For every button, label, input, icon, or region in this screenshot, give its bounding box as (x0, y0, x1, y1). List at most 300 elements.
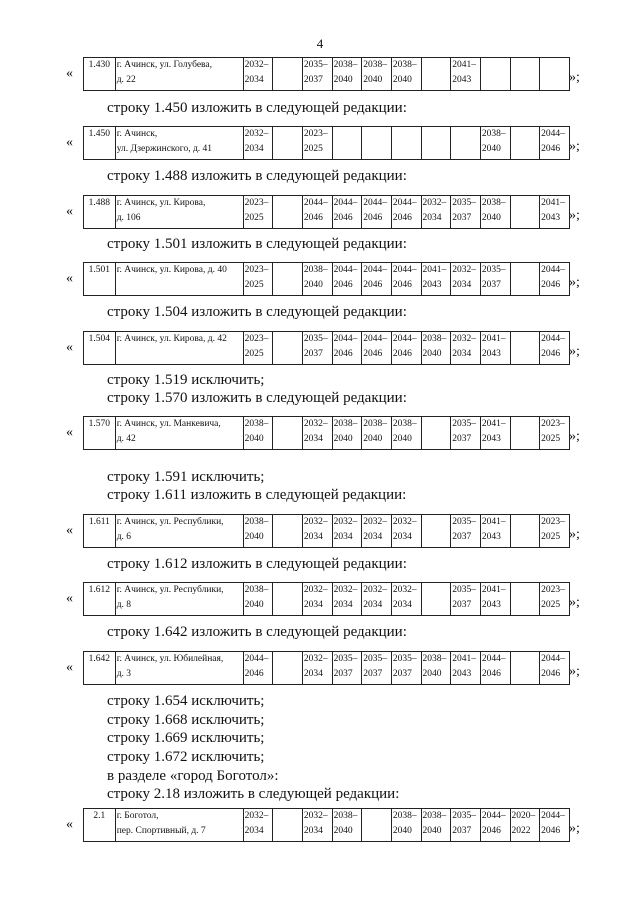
year-cell (273, 196, 303, 229)
instruction-line: строку 1.611 изложить в следующей редакции: (107, 487, 407, 503)
year-cell (273, 809, 303, 842)
year-cell (480, 417, 510, 450)
address-line-2: д. 8 (116, 600, 132, 610)
year-cell (243, 263, 273, 296)
quote-close: »; (569, 429, 580, 444)
quote-open: « (66, 66, 73, 81)
instruction-line: строку 1.519 исключить; (107, 372, 265, 388)
year-cell (480, 652, 510, 685)
table-row (83, 808, 570, 842)
year-cell (243, 515, 273, 548)
year-start: 2032– (392, 517, 417, 527)
year-cell (510, 515, 540, 548)
table-row (83, 195, 570, 229)
year-end: 2034 (303, 826, 323, 836)
year-end: 2040 (392, 826, 412, 836)
year-start: 2044– (541, 265, 565, 275)
year-start: 2038– (244, 517, 269, 527)
year-start: 2041– (541, 198, 565, 208)
year-cell (480, 58, 510, 91)
year-start: 2032– (244, 811, 269, 821)
year-end: 2040 (244, 600, 264, 610)
year-start: 2044– (392, 265, 417, 275)
year-start: 2035– (303, 334, 328, 344)
year-end: 2046 (333, 280, 353, 290)
year-cell (302, 332, 332, 365)
year-start: 2038– (422, 334, 447, 344)
year-end: 2034 (392, 600, 412, 610)
year-cell (302, 652, 332, 685)
quote-close: »; (569, 595, 580, 610)
year-start: 2035– (481, 265, 506, 275)
year-start: 2041– (481, 517, 506, 527)
year-cell (510, 58, 540, 91)
quote-close: »; (569, 344, 580, 359)
year-cell (540, 332, 570, 365)
year-cell (480, 809, 510, 842)
year-start: 2032– (303, 811, 328, 821)
year-cell (510, 127, 540, 160)
year-cell (332, 58, 362, 91)
year-start: 2044– (363, 265, 387, 275)
year-start: 2032– (422, 198, 447, 208)
year-end: 2025 (244, 349, 264, 359)
instruction-line: строку 1.591 исключить; (107, 469, 265, 485)
year-start: 2044– (392, 334, 417, 344)
year-cell (362, 332, 392, 365)
year-end: 2040 (392, 434, 412, 444)
quote-open: « (66, 204, 73, 219)
year-end: 2034 (422, 213, 442, 223)
year-start: 2038– (333, 60, 358, 70)
year-cell (480, 583, 510, 616)
instruction-line: строку 1.450 изложить в следующей редакции: (107, 100, 407, 116)
year-cell (243, 417, 273, 450)
year-cell (332, 809, 362, 842)
table-row-cells (84, 652, 570, 685)
year-cell (391, 263, 421, 296)
year-end: 2037 (392, 669, 412, 679)
year-cell (451, 127, 481, 160)
quote-close: »; (569, 664, 580, 679)
year-cell (391, 417, 421, 450)
address-line-1: г. Ачинск, ул. Манкевича, (116, 419, 221, 429)
year-end: 2034 (303, 669, 323, 679)
year-start: 2044– (481, 654, 506, 664)
year-cell (510, 583, 540, 616)
instruction-line: строку 1.570 изложить в следующей редакции: (107, 390, 407, 406)
year-end: 2040 (244, 434, 264, 444)
year-end: 2043 (481, 532, 501, 542)
year-cell (451, 263, 481, 296)
year-cell (421, 263, 451, 296)
table-row (83, 57, 570, 91)
year-start: 2023– (303, 129, 328, 139)
year-cell (510, 417, 540, 450)
year-cell (480, 515, 510, 548)
address-line-1: г. Ачинск, ул. Республики, (116, 517, 224, 527)
year-cell (332, 332, 362, 365)
year-end: 2034 (303, 434, 323, 444)
table-row-cells (84, 417, 570, 450)
year-start: 2041– (481, 334, 506, 344)
year-cell (421, 417, 451, 450)
year-start: 2035– (333, 654, 358, 664)
year-end: 2040 (303, 280, 323, 290)
year-cell (302, 127, 332, 160)
table-row-cells (84, 127, 570, 160)
year-start: 2038– (392, 60, 417, 70)
row-number: 1.612 (88, 585, 111, 595)
address-line-1: г. Ачинск, ул. Республики, (116, 585, 224, 595)
year-end: 2037 (452, 600, 472, 610)
year-start: 2041– (422, 265, 447, 275)
year-cell (510, 652, 540, 685)
address-line-2: д. 22 (116, 75, 136, 85)
year-end: 2034 (333, 600, 353, 610)
year-start: 2020– (511, 811, 536, 821)
year-cell (391, 515, 421, 548)
quote-open: « (66, 271, 73, 286)
address-cell (115, 515, 243, 548)
year-start: 2032– (363, 585, 387, 595)
year-start: 2044– (363, 334, 387, 344)
year-end: 2037 (452, 434, 472, 444)
year-start: 2032– (303, 585, 328, 595)
quote-open: « (66, 425, 73, 440)
table-row-block (0, 126, 640, 160)
address-line-1: г. Ачинск, ул. Кирова, (116, 198, 206, 208)
year-end: 2034 (363, 532, 383, 542)
year-start: 2023– (541, 585, 565, 595)
year-cell (362, 583, 392, 616)
year-cell (243, 58, 273, 91)
year-end: 2040 (333, 434, 353, 444)
year-start: 2032– (333, 517, 358, 527)
row-number-cell (84, 809, 116, 842)
year-end: 2046 (363, 280, 383, 290)
year-end: 2046 (392, 280, 412, 290)
address-cell (115, 417, 243, 450)
year-start: 2038– (422, 654, 447, 664)
row-number: 1.570 (88, 419, 111, 429)
year-end: 2025 (541, 532, 561, 542)
address-cell (115, 127, 243, 160)
year-cell (391, 583, 421, 616)
year-start: 2038– (363, 419, 387, 429)
instruction-line: строку 1.672 исключить; (107, 749, 265, 765)
row-number-cell (84, 515, 116, 548)
year-start: 2044– (333, 265, 358, 275)
year-cell (302, 58, 332, 91)
table-row-cells (84, 263, 570, 296)
year-start: 2032– (452, 265, 476, 275)
year-start: 2035– (363, 654, 387, 664)
year-cell (391, 809, 421, 842)
row-number: 1.611 (88, 517, 110, 527)
year-end: 2046 (481, 669, 501, 679)
year-cell (332, 652, 362, 685)
year-end: 2043 (481, 349, 501, 359)
year-end: 2034 (452, 280, 472, 290)
table-row-block (0, 582, 640, 616)
year-cell (540, 652, 570, 685)
year-start: 2032– (244, 129, 269, 139)
year-start: 2035– (452, 585, 476, 595)
year-start: 2032– (303, 517, 328, 527)
year-cell (540, 583, 570, 616)
row-number: 1.504 (88, 334, 111, 344)
quote-close: »; (569, 139, 580, 154)
address-line-2: д. 42 (116, 434, 136, 444)
year-end: 2037 (303, 349, 323, 359)
year-cell (302, 515, 332, 548)
year-end: 2040 (392, 75, 412, 85)
year-start: 2038– (392, 419, 417, 429)
year-cell (302, 196, 332, 229)
year-cell (302, 809, 332, 842)
year-start: 2023– (244, 265, 269, 275)
year-end: 2040 (333, 826, 353, 836)
year-end: 2034 (333, 532, 353, 542)
year-cell (332, 196, 362, 229)
year-start: 2035– (303, 60, 328, 70)
year-cell (480, 263, 510, 296)
year-cell (362, 263, 392, 296)
year-end: 2046 (392, 349, 412, 359)
year-end: 2046 (303, 213, 323, 223)
year-end: 2040 (363, 75, 383, 85)
year-start: 2035– (452, 419, 476, 429)
year-cell (302, 583, 332, 616)
year-end: 2046 (363, 213, 383, 223)
quote-open: « (66, 523, 73, 538)
instruction-line: в разделе «город Боготол»: (107, 768, 279, 784)
year-end: 2046 (333, 349, 353, 359)
page-number: 4 (316, 36, 324, 51)
year-cell (510, 332, 540, 365)
row-number-cell (84, 583, 116, 616)
year-cell (451, 417, 481, 450)
year-end: 2037 (452, 532, 472, 542)
year-cell (421, 583, 451, 616)
year-end: 2043 (481, 434, 501, 444)
table-row (83, 514, 570, 548)
year-cell (243, 127, 273, 160)
year-start: 2032– (303, 419, 328, 429)
year-cell (421, 652, 451, 685)
year-end: 2037 (452, 213, 472, 223)
year-end: 2037 (452, 826, 472, 836)
year-end: 2025 (244, 280, 264, 290)
address-cell (115, 58, 243, 91)
table-row (83, 651, 570, 685)
year-cell (391, 58, 421, 91)
year-cell (540, 263, 570, 296)
year-start: 2035– (452, 198, 476, 208)
quote-close: »; (569, 527, 580, 542)
year-end: 2043 (541, 213, 561, 223)
row-number-cell (84, 652, 116, 685)
year-end: 2046 (541, 280, 561, 290)
address-cell (115, 332, 243, 365)
year-start: 2032– (392, 585, 417, 595)
row-number: 1.450 (88, 129, 111, 139)
address-cell (115, 652, 243, 685)
row-number: 1.488 (88, 198, 111, 208)
year-end: 2046 (541, 669, 561, 679)
year-cell (302, 263, 332, 296)
year-end: 2040 (244, 532, 264, 542)
year-cell (421, 809, 451, 842)
address-line-1: г. Ачинск, ул. Голубева, (116, 60, 213, 70)
year-end: 2034 (452, 349, 472, 359)
table-row (83, 331, 570, 365)
year-cell (302, 417, 332, 450)
year-start: 2044– (363, 198, 387, 208)
instruction-line: строку 1.642 изложить в следующей редакции: (107, 624, 407, 640)
year-start: 2035– (452, 517, 476, 527)
year-cell (451, 809, 481, 842)
year-cell (332, 515, 362, 548)
year-cell (480, 196, 510, 229)
year-end: 2040 (422, 826, 442, 836)
year-cell (362, 515, 392, 548)
table-row-block (0, 514, 640, 548)
year-cell (273, 263, 303, 296)
year-cell (362, 417, 392, 450)
year-cell (540, 196, 570, 229)
year-start: 2041– (481, 585, 506, 595)
year-end: 2043 (481, 600, 501, 610)
year-start: 2041– (452, 654, 476, 664)
year-start: 2032– (452, 334, 476, 344)
row-number-cell (84, 417, 116, 450)
address-cell (115, 583, 243, 616)
address-cell (115, 196, 243, 229)
year-start: 2041– (452, 60, 476, 70)
table-row-cells (84, 196, 570, 229)
quote-open: « (66, 340, 73, 355)
year-start: 2044– (333, 334, 358, 344)
row-number-cell (84, 127, 116, 160)
year-cell (421, 58, 451, 91)
year-cell (540, 809, 570, 842)
year-cell (243, 652, 273, 685)
year-cell (362, 809, 392, 842)
address-line-2: д. 106 (116, 213, 141, 223)
year-start: 2032– (333, 585, 358, 595)
year-end: 2034 (244, 826, 264, 836)
year-cell (273, 417, 303, 450)
instruction-line: строку 1.488 изложить в следующей редакции: (107, 168, 407, 184)
address-line-1: г. Ачинск, ул. Кирова, д. 42 (116, 334, 227, 344)
table-row (83, 582, 570, 616)
year-cell (273, 652, 303, 685)
address-line-2: пер. Спортивный, д. 7 (116, 826, 206, 836)
row-number: 1.430 (88, 60, 111, 70)
year-end: 2040 (481, 213, 501, 223)
table-row (83, 126, 570, 160)
quote-close: »; (569, 70, 580, 85)
year-end: 2040 (363, 434, 383, 444)
year-cell (273, 515, 303, 548)
year-end: 2025 (303, 144, 323, 154)
table-row-block (0, 331, 640, 365)
quote-open: « (66, 591, 73, 606)
year-cell (332, 263, 362, 296)
row-number-cell (84, 332, 116, 365)
year-start: 2044– (481, 811, 506, 821)
year-end: 2046 (363, 349, 383, 359)
year-cell (332, 583, 362, 616)
row-number: 2.1 (93, 811, 106, 821)
year-cell (243, 583, 273, 616)
year-end: 2040 (333, 75, 353, 85)
year-end: 2037 (363, 669, 383, 679)
year-cell (540, 417, 570, 450)
year-end: 2040 (481, 144, 501, 154)
year-cell (243, 809, 273, 842)
year-start: 2032– (363, 517, 387, 527)
year-cell (451, 515, 481, 548)
year-start: 2044– (333, 198, 358, 208)
quote-open: « (66, 135, 73, 150)
row-number: 1.642 (88, 654, 111, 664)
quote-open: « (66, 817, 73, 832)
address-line-2: д. 3 (116, 669, 132, 679)
year-start: 2035– (392, 654, 417, 664)
year-cell (332, 417, 362, 450)
year-end: 2046 (392, 213, 412, 223)
year-start: 2032– (303, 654, 328, 664)
year-end: 2034 (244, 144, 264, 154)
year-cell (540, 127, 570, 160)
year-end: 2040 (422, 349, 442, 359)
year-end: 2025 (541, 600, 561, 610)
year-end: 2046 (333, 213, 353, 223)
address-line-1: г. Ачинск, (116, 129, 158, 139)
year-cell (362, 652, 392, 685)
table-row-cells (84, 809, 570, 842)
address-line-1: г. Боготол, (116, 811, 159, 821)
instruction-line: строку 1.612 изложить в следующей редакции: (107, 556, 407, 572)
year-start: 2041– (481, 419, 506, 429)
year-end: 2037 (333, 669, 353, 679)
address-line-2: д. 6 (116, 532, 132, 542)
year-end: 2034 (363, 600, 383, 610)
table-row-cells (84, 58, 570, 91)
year-cell (480, 127, 510, 160)
row-number-cell (84, 196, 116, 229)
row-number-cell (84, 58, 116, 91)
year-start: 2044– (541, 654, 565, 664)
quote-close: »; (569, 821, 580, 836)
table-row-cells (84, 515, 570, 548)
table-row-block (0, 195, 640, 229)
year-cell (243, 196, 273, 229)
year-start: 2044– (541, 334, 565, 344)
year-cell (451, 196, 481, 229)
year-start: 2023– (244, 198, 269, 208)
year-end: 2046 (541, 144, 561, 154)
address-line-1: г. Ачинск, ул. Юбилейная, (116, 654, 224, 664)
year-start: 2038– (333, 419, 358, 429)
year-end: 2037 (303, 75, 323, 85)
quote-close: »; (569, 208, 580, 223)
year-cell (421, 332, 451, 365)
year-start: 2038– (244, 585, 269, 595)
